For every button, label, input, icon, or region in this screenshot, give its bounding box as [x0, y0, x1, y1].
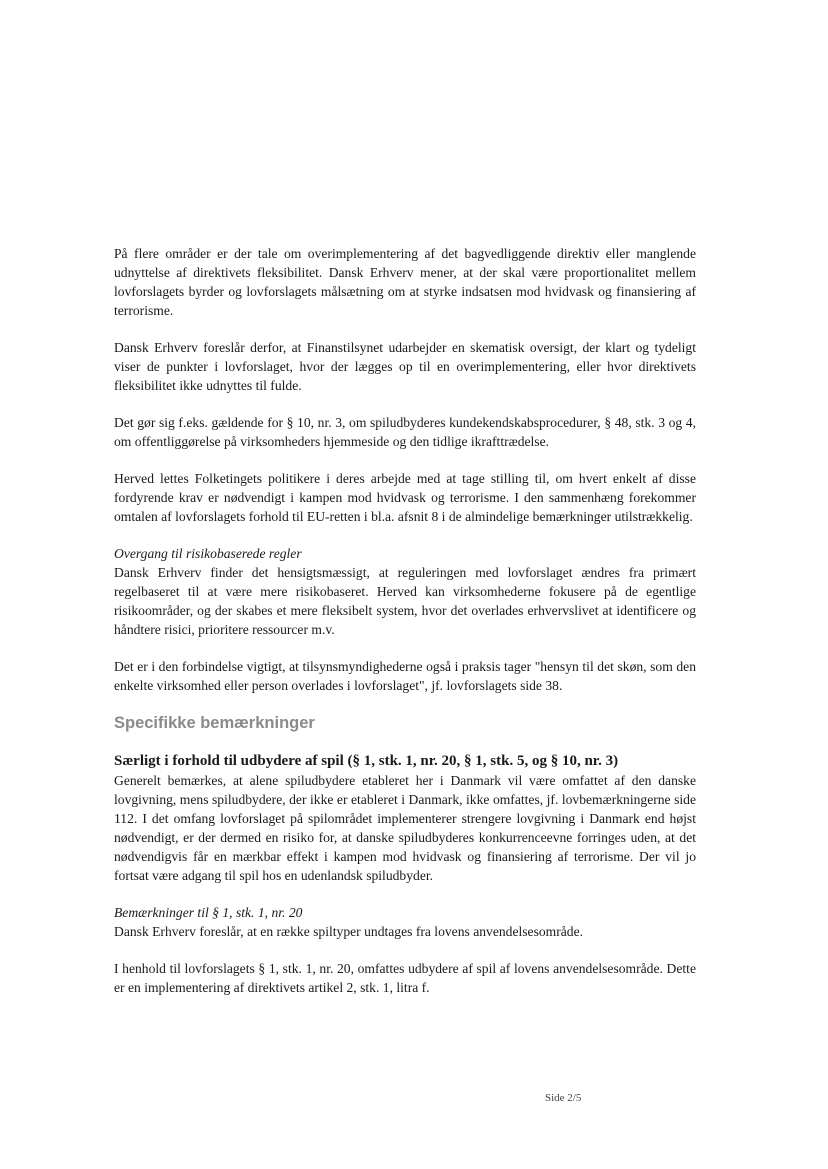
- page-number: Side 2/5: [545, 1092, 582, 1104]
- section-remarks-1-1-20: [114, 903, 696, 941]
- remarks-heading: Bemærkninger til § 1, stk. 1, nr. 20: [114, 905, 303, 920]
- paragraph-supervision: Det er i den forbindelse vigtigt, at tilsynsmyndighederne også i praksis tager "hensyn til det skøn, som den enkelte virksomhed eller person overlades i lovforslaget", jf. lovforslagets side 38.: [114, 659, 696, 693]
- paragraph-parliament: Herved lettes Folketingets politikere i deres arbejde med at tage stilling til, om hvert enkelt af disse fordyrende krav er nødvendigt i kampen mod hvidvask og terrorisme. I den sammenhæng forekommer omtalen af lovforslagets forhold til EU-retten i bl.a. afsnit 8 i de almindelige bemærkninger utilstrækkelig.: [114, 471, 696, 524]
- paragraph-proposal-overview: Dansk Erhverv foreslår derfor, at Finanstilsynet udarbejder en skematisk oversigt, der klart og tydeligt viser de punkter i lovforslaget, hvor der lægges op til en overimplementering, eller hvor direktivets fleksibilitet ikke udnyttes til fulde.: [114, 340, 696, 393]
- paragraph-examples: Det gør sig f.eks. gældende for § 10, nr. 3, om spiludbyderes kundekendskabsprocedurer, § 48, stk. 3 og 4, om offentliggørelse på virksomheders hjemmeside og den tidlige ikrafttrædelse.: [114, 415, 696, 449]
- remarks-body: Dansk Erhverv foreslår, at en række spiltyper undtages fra lovens anvendelsesområde.: [114, 924, 584, 939]
- paragraph-final: I henhold til lovforslagets § 1, stk. 1, nr. 20, omfattes udbydere af spil af lovens anvendelsesområde. Dette er en implementering af direktivets artikel 2, stk. 1, litra f.: [114, 961, 696, 995]
- transition-heading: Overgang til risikobaserede regler: [114, 546, 302, 561]
- transition-body: Dansk Erhverv finder det hensigtsmæssigt, at reguleringen med lovforslaget ændres fra primært regelbaseret til at være mere risikobaseret. Herved kan virksomhederne fokusere på de egentlige risikoområder, og der skabes et mere fleksibelt system, hvor det overlades erhvervslivet at identificere og håndtere risici, prioritere ressourcer m.v.: [114, 565, 696, 637]
- paragraph-overimplementation: På flere områder er der tale om overimplementering af det bagvedliggende direktiv eller manglende udnyttelse af direktivets fleksibilitet. Dansk Erhverv mener, at der skal være proportionalitet mellem lovforslagets byrder og lovforslagets målsætning om at styrke indsatsen mod hvidvask og finansiering af terrorisme.: [114, 246, 696, 318]
- section-title-specific-remarks: Specifikke bemærkninger: [114, 714, 315, 732]
- gaming-heading: Særligt i forhold til udbydere af spil (§ 1, stk. 1, nr. 20, § 1, stk. 5, og § 10, nr. 3): [114, 753, 619, 769]
- gaming-body: Generelt bemærkes, at alene spiludbydere etableret her i Danmark vil være omfattet af den danske lovgivning, mens spiludbydere, der ikke er etableret i Danmark, ikke omfattes, jf. lovbemærkningerne side 112. I det omfang lovforslaget på spilområdet implementerer strengere lovgivning i Danmark end højst nødvendigt, er der dermed en risiko for, at danske spiludbyderes konkurrenceevne forringes uden, at det nødvendigvis får en mærkbar effekt i kampen mod hvidvask og finansiering af terrorisme. Der vil jo fortsat være adgang til spil hos en udenlandsk spiludbyder.: [114, 773, 696, 883]
- section-transition: [114, 544, 696, 639]
- document-body: [114, 244, 696, 1015]
- section-gaming: [114, 751, 696, 885]
